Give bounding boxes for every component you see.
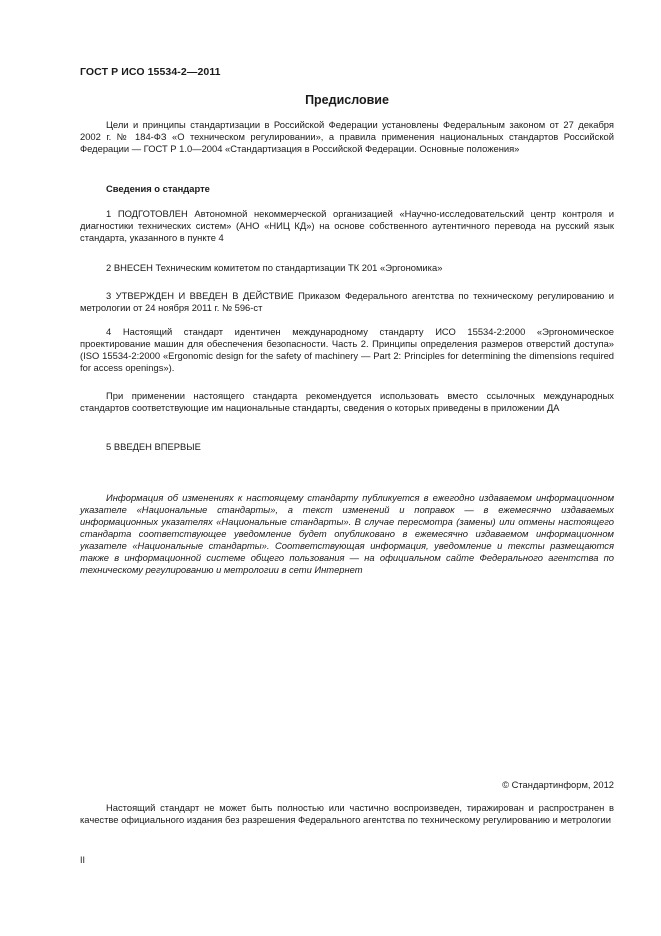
amendments-notice-paragraph: Информация об изменениях к настоящему стандарту публикуется в ежегодно издаваемом информационном указателе «Национальные стандарты», а текст изменений и поправок — в ежемесячно издаваемых информационных указателях «Национальные стандарты». В случае пересмотра (замены) или отмены настоящего стандарта соответствующее уведомление будет опубликовано в ежемесячно издаваемом информационном указателе «Национальные стандарты». Соответствующая информация, уведомление и тексты размещаются также в информационной системе общего пользования — на официальном сайте Федерального агентства по техническому регулированию и метрологии в сети Интернет <box>80 492 614 575</box>
document-code: ГОСТ Р ИСО 15534-2—2011 <box>80 66 221 78</box>
item-5-paragraph: 5 ВВЕДЕН ВПЕРВЫЕ <box>106 441 201 452</box>
copyright-line: © Стандартинформ, 2012 <box>502 779 614 790</box>
references-note-paragraph: При применении настоящего стандарта рекомендуется использовать вместо ссылочных международных стандартов соответствующие им национальные стандарты, сведения о которых приведены в приложении ДА <box>80 390 614 413</box>
page-title: Предисловие <box>305 93 389 107</box>
page-number: II <box>80 855 86 865</box>
section-heading: Сведения о стандарте <box>106 183 210 194</box>
rights-paragraph: Настоящий стандарт не может быть полностью или частично воспроизведен, тиражирован и распространен в качестве официального издания без разрешения Федерального агентства по техническому регулированию и метрологии <box>80 802 614 825</box>
intro-paragraph: Цели и принципы стандартизации в Российской Федерации установлены Федеральным законом от 27 декабря 2002 г. № 184-ФЗ «О техническом регулировании», а правила применения национальных стандартов Российской Федерации — ГОСТ Р 1.0—2004 «Стандартизация в Российской Федерации. Основные положения» <box>80 119 614 154</box>
item-3-paragraph: 3 УТВЕРЖДЕН И ВВЕДЕН В ДЕЙСТВИЕ Приказом Федерального агентства по техническому регулированию и метрологии от 24 ноября 2011 г. № 596-ст <box>80 290 614 313</box>
item-1-paragraph: 1 ПОДГОТОВЛЕН Автономной некоммерческой организацией «Научно-исследовательский центр контроля и диагностики технических систем» (АНО «НИЦ КД») на основе собственного аутентичного перевода на русский язык стандарта, указанного в пункте 4 <box>80 208 614 243</box>
item-4-paragraph: 4 Настоящий стандарт идентичен международному стандарту ИСО 15534-2:2000 «Эргономическое проектирование машин для обеспечения безопасности. Часть 2. Принципы определения размеров отверстий доступа» (ISO 15534-2:2000 «Ergonomic design for the safety of machinery — Part 2: Principles for determining the dimensions required for access openings»). <box>80 326 614 373</box>
item-2-paragraph: 2 ВНЕСЕН Техническим комитетом по стандартизации ТК 201 «Эргономика» <box>106 262 443 273</box>
